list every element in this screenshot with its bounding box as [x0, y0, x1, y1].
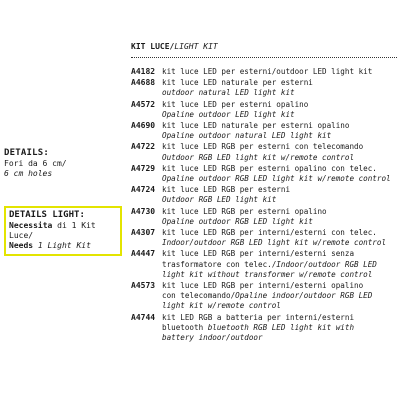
kit-item-code: A4182: [131, 67, 156, 76]
kit-item-description: [162, 100, 399, 120]
kit-item: [131, 78, 399, 98]
needs-label: Needs: [9, 241, 34, 250]
kit-item-line: con telecomando/Opaline indoor/outdoor RGB LED: [162, 291, 373, 301]
kit-item: [131, 281, 399, 312]
kit-count-text: di 1 Kit: [52, 221, 96, 230]
details-italian: Fori da 6 cm/: [4, 159, 67, 168]
kit-item-line: light kit without transformer w/remote control: [162, 269, 373, 279]
kit-item-line: kit luce LED RGB per esterni con telecomando: [162, 142, 364, 152]
details-english: 6 cm holes: [4, 169, 53, 178]
kit-item: [131, 313, 399, 344]
details-section: [4, 148, 124, 179]
kit-item-description: [162, 228, 399, 248]
kit-item-line: kit luce LED per esterni/outdoor LED light kit: [162, 67, 373, 76]
kit-item-line: kit luce LED naturale per esterni: [162, 78, 313, 88]
kit-item-line: bluetooth bluetooth RGB LED light kit with: [162, 322, 355, 332]
kit-item-description: [162, 249, 399, 280]
kit-item: [131, 67, 399, 77]
kit-item-line: light kit w/remote control: [162, 301, 281, 311]
kit-header-italian: KIT LUCE/: [131, 42, 175, 51]
kit-item-line: kit luce LED RGB per interni/esterni senza: [162, 249, 355, 259]
kit-item-code: A4688: [131, 78, 156, 88]
kit-item-description: [162, 207, 399, 227]
kit-item-line: Outdoor RGB LED light kit w/remote control: [162, 152, 355, 162]
kit-item-code: A4307: [131, 228, 156, 238]
kit-item-line: Opaline outdoor RGB LED light kit w/remote control: [162, 174, 391, 184]
kit-item: [131, 207, 399, 227]
kit-item-description: [162, 164, 399, 184]
kit-item: [131, 121, 399, 141]
kit-item-line: Opaline outdoor natural LED light kit: [162, 131, 332, 141]
kit-item-code: A4722: [131, 142, 156, 152]
necessita-label: Necessita: [9, 221, 53, 230]
kit-item-line: kit luce LED RGB per esterni opalino: [162, 206, 327, 216]
light-kit-count-text: 1 Light Kit: [33, 241, 91, 250]
kit-item: [131, 228, 399, 248]
kit-item-code: A4690: [131, 121, 156, 131]
kit-item-code: A4724: [131, 185, 156, 195]
dotted-divider: [131, 57, 397, 58]
kit-item-line: kit luce LED RGB per interni/esterni con telec.: [162, 228, 377, 238]
kit-item-code: A4572: [131, 99, 156, 109]
kit-item-line: kit luce LED naturale per esterni opalino: [162, 121, 350, 131]
details-light-title: DETAILS LIGHT:: [9, 210, 85, 220]
kit-item-line: Outdoor RGB LED light kit: [162, 195, 277, 205]
kit-item-description: [162, 185, 399, 205]
kit-item: [131, 185, 399, 205]
details-light-line-2: Luce/: [9, 231, 34, 240]
kit-item-code: A4573: [131, 281, 156, 291]
details-light-line-1: [9, 221, 117, 231]
details-title: DETAILS:: [4, 148, 49, 158]
kit-item-line: Opaline outdoor LED light kit: [162, 109, 295, 119]
kit-item-code: A4730: [131, 206, 156, 216]
kit-item-description: [162, 142, 399, 162]
kit-item: [131, 100, 399, 120]
kit-item-line: kit luce LED RGB per interni/esterni opalino: [162, 281, 364, 291]
kit-item: [131, 142, 399, 162]
kit-item-code: A4729: [131, 163, 156, 173]
kit-item-description: [162, 67, 399, 77]
kit-item-line: kit luce LED RGB per esterni: [162, 185, 291, 195]
kit-item: [131, 249, 399, 280]
kit-item-line: Opaline outdoor RGB LED light kit: [162, 216, 313, 226]
kit-item-line: trasformatore con telec./Indoor/outdoor RGB LED: [162, 259, 377, 269]
kit-item-description: [162, 281, 399, 312]
kit-item-line: kit LED RGB a batteria per interni/esterni: [162, 312, 355, 322]
kit-item-line: Indoor/outdoor RGB LED light kit w/remote control: [162, 238, 387, 248]
kit-item: [131, 164, 399, 184]
kit-header-english: LIGHT KIT: [174, 42, 218, 51]
kit-item-code: A4447: [131, 249, 156, 259]
details-light-line-3: [9, 241, 117, 251]
kit-item-line: kit luce LED per esterni opalino: [162, 99, 309, 109]
kit-item-line: outdoor natural LED light kit: [162, 88, 295, 98]
kit-item-description: [162, 78, 399, 98]
kit-header: [131, 42, 397, 52]
kit-item-description: [162, 121, 399, 141]
kit-item-description: [162, 313, 399, 344]
kit-item-line: battery indoor/outdoor: [162, 333, 263, 343]
details-light-box: [4, 206, 122, 256]
kit-item-line: kit luce LED RGB per esterni opalino con telec.: [162, 163, 377, 173]
kit-item-code: A4744: [131, 312, 156, 322]
kit-list: [131, 67, 399, 344]
